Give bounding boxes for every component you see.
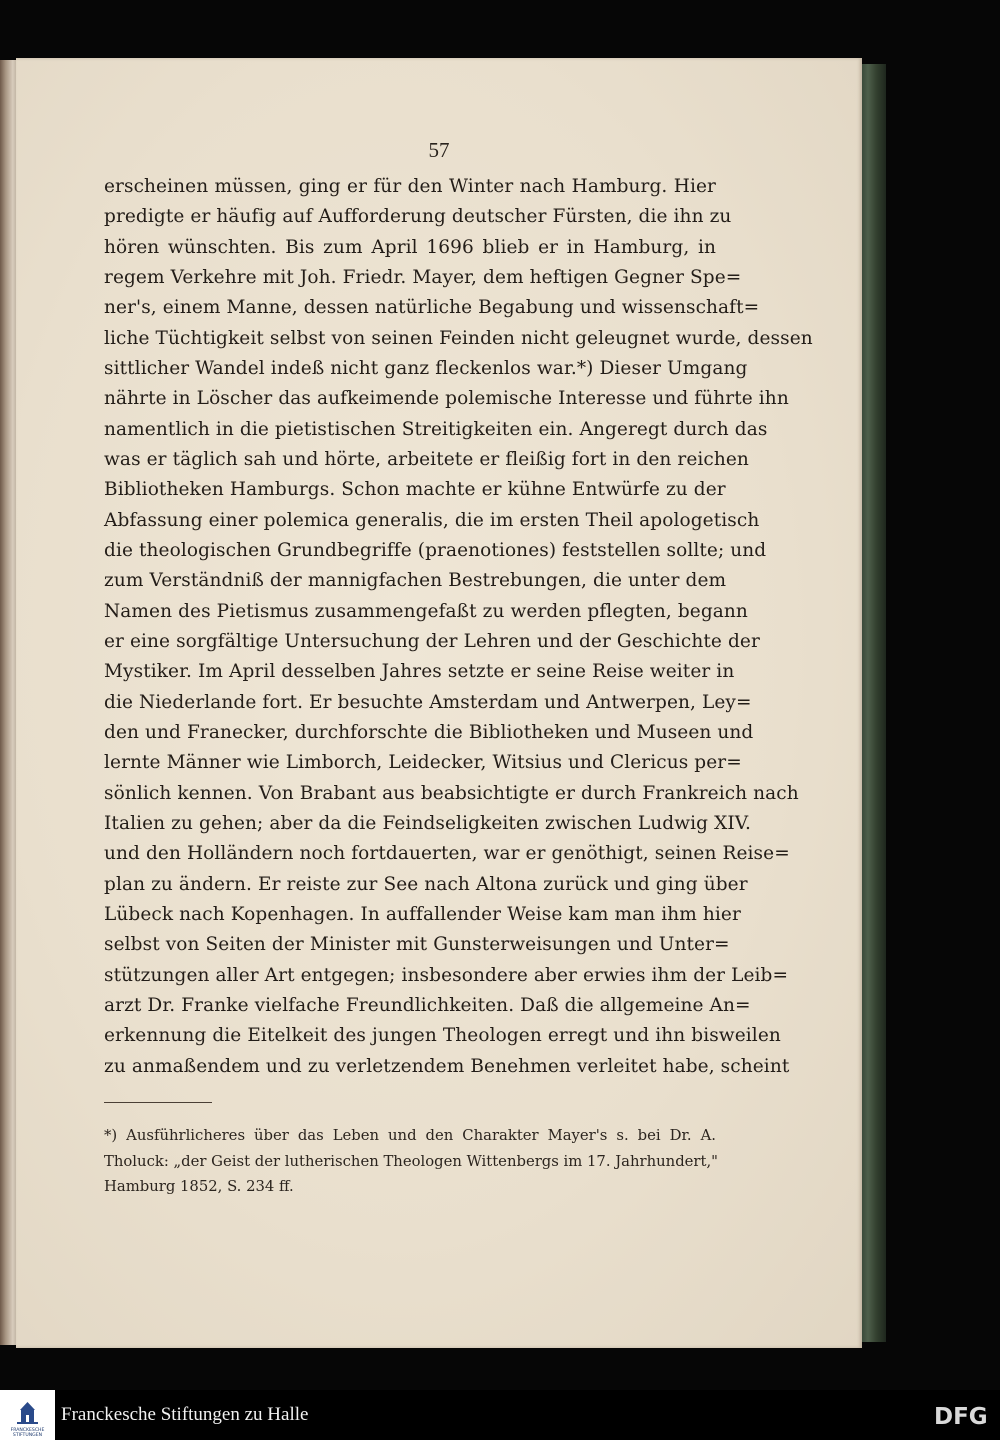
dfg-logo[interactable] bbox=[934, 1402, 992, 1428]
body-line: erkennung die Eitelkeit des jungen Theologen erregt und ihn bisweilen bbox=[104, 1025, 781, 1047]
footnote-line: *) Ausführlicheres über das Leben und den Charakter Mayer's s. bei Dr. A. bbox=[104, 1127, 716, 1144]
logo-caption-bottom: STIFTUNGEN bbox=[12, 1433, 43, 1438]
body-line: Lübeck nach Kopenhagen. In auffallender Weise kam man ihm hier bbox=[104, 903, 741, 925]
body-line: und den Holländern noch fortdauerten, war er genöthigt, seinen Reise= bbox=[104, 843, 790, 865]
institution-name: Franckesche Stiftungen zu Halle bbox=[61, 1404, 309, 1425]
body-line: sittlicher Wandel indeß nicht ganz fleckenlos war.*) Dieser Umgang bbox=[104, 357, 748, 379]
body-line: Abfassung einer polemica generalis, die im ersten Theil apologetisch bbox=[104, 509, 760, 531]
body-line: regem Verkehre mit Joh. Friedr. Mayer, dem heftigen Gegner Spe= bbox=[104, 266, 742, 288]
body-line: selbst von Seiten der Minister mit Gunsterweisungen und Unter= bbox=[104, 934, 730, 956]
body-line: erscheinen müssen, ging er für den Winter nach Hamburg. Hier bbox=[104, 176, 716, 197]
institution-logo[interactable] bbox=[0, 1390, 55, 1440]
body-line: lernte Männer wie Limborch, Leidecker, Witsius und Clericus per= bbox=[104, 752, 742, 774]
footnote-line: Tholuck: „der Geist der lutherischen Theologen Wittenbergs im 17. Jahrhundert," bbox=[104, 1152, 718, 1170]
footnote-rule bbox=[104, 1102, 212, 1103]
footnote-line: Hamburg 1852, S. 234 ff. bbox=[104, 1178, 294, 1195]
book-page bbox=[16, 58, 862, 1348]
logo-caption-top: FRANCKESCHE bbox=[10, 1428, 45, 1433]
body-line: Italien zu gehen; aber da die Feindseligkeiten zwischen Ludwig XIV. bbox=[104, 812, 751, 834]
body-line: zu anmaßendem und zu verletzendem Benehmen verleitet habe, scheint bbox=[104, 1055, 790, 1077]
book-cover-edge bbox=[862, 64, 886, 1342]
body-line: ner's, einem Manne, dessen natürliche Begabung und wissenschaft= bbox=[104, 297, 760, 319]
dfg-logo-text: DFG bbox=[934, 1404, 988, 1430]
body-line: stützungen aller Art entgegen; insbesondere aber erwies ihm der Leib= bbox=[104, 964, 789, 986]
viewer-footer bbox=[0, 1390, 1000, 1440]
body-line: was er täglich sah und hörte, arbeitete er fleißig fort in den reichen bbox=[104, 448, 749, 470]
body-line: die theologischen Grundbegriffe (praenotiones) feststellen sollte; und bbox=[104, 539, 767, 561]
body-line: den und Franecker, durchforschte die Bibliotheken und Museen und bbox=[104, 721, 754, 743]
body-line: zum Verständniß der mannigfachen Bestrebungen, die unter dem bbox=[104, 570, 727, 592]
body-line: hören wünschten. Bis zum April 1696 blieb er in Hamburg, in bbox=[104, 236, 716, 258]
body-line: arzt Dr. Franke vielfache Freundlichkeiten. Daß die allgemeine An= bbox=[104, 994, 751, 1016]
body-line: nährte in Löscher das aufkeimende polemische Interesse und führte ihn bbox=[104, 388, 789, 410]
body-line: Bibliotheken Hamburgs. Schon machte er kühne Entwürfe zu der bbox=[104, 479, 726, 501]
body-line: er eine sorgfältige Untersuchung der Lehren und der Geschichte der bbox=[104, 630, 760, 652]
body-line: die Niederlande fort. Er besuchte Amsterdam und Antwerpen, Ley= bbox=[104, 691, 752, 713]
body-line: predigte er häufig auf Aufforderung deutscher Fürsten, die ihn zu bbox=[104, 206, 732, 228]
body-line: liche Tüchtigkeit selbst von seinen Feinden nicht geleugnet wurde, dessen bbox=[104, 327, 813, 349]
page-number: 57 bbox=[428, 138, 450, 162]
body-line: Mystiker. Im April desselben Jahres setzte er seine Reise weiter in bbox=[104, 661, 735, 683]
orphanage-emblem-icon bbox=[0, 1390, 55, 1440]
left-page-edge bbox=[0, 60, 16, 1345]
body-line: sönlich kennen. Von Brabant aus beabsichtigte er durch Frankreich nach bbox=[104, 782, 799, 804]
body-line: namentlich in die pietistischen Streitigkeiten ein. Angeregt durch das bbox=[104, 418, 768, 440]
body-line: plan zu ändern. Er reiste zur See nach Altona zurück und ging über bbox=[104, 873, 748, 895]
body-line: Namen des Pietismus zusammengefaßt zu werden pflegten, begann bbox=[104, 600, 748, 622]
